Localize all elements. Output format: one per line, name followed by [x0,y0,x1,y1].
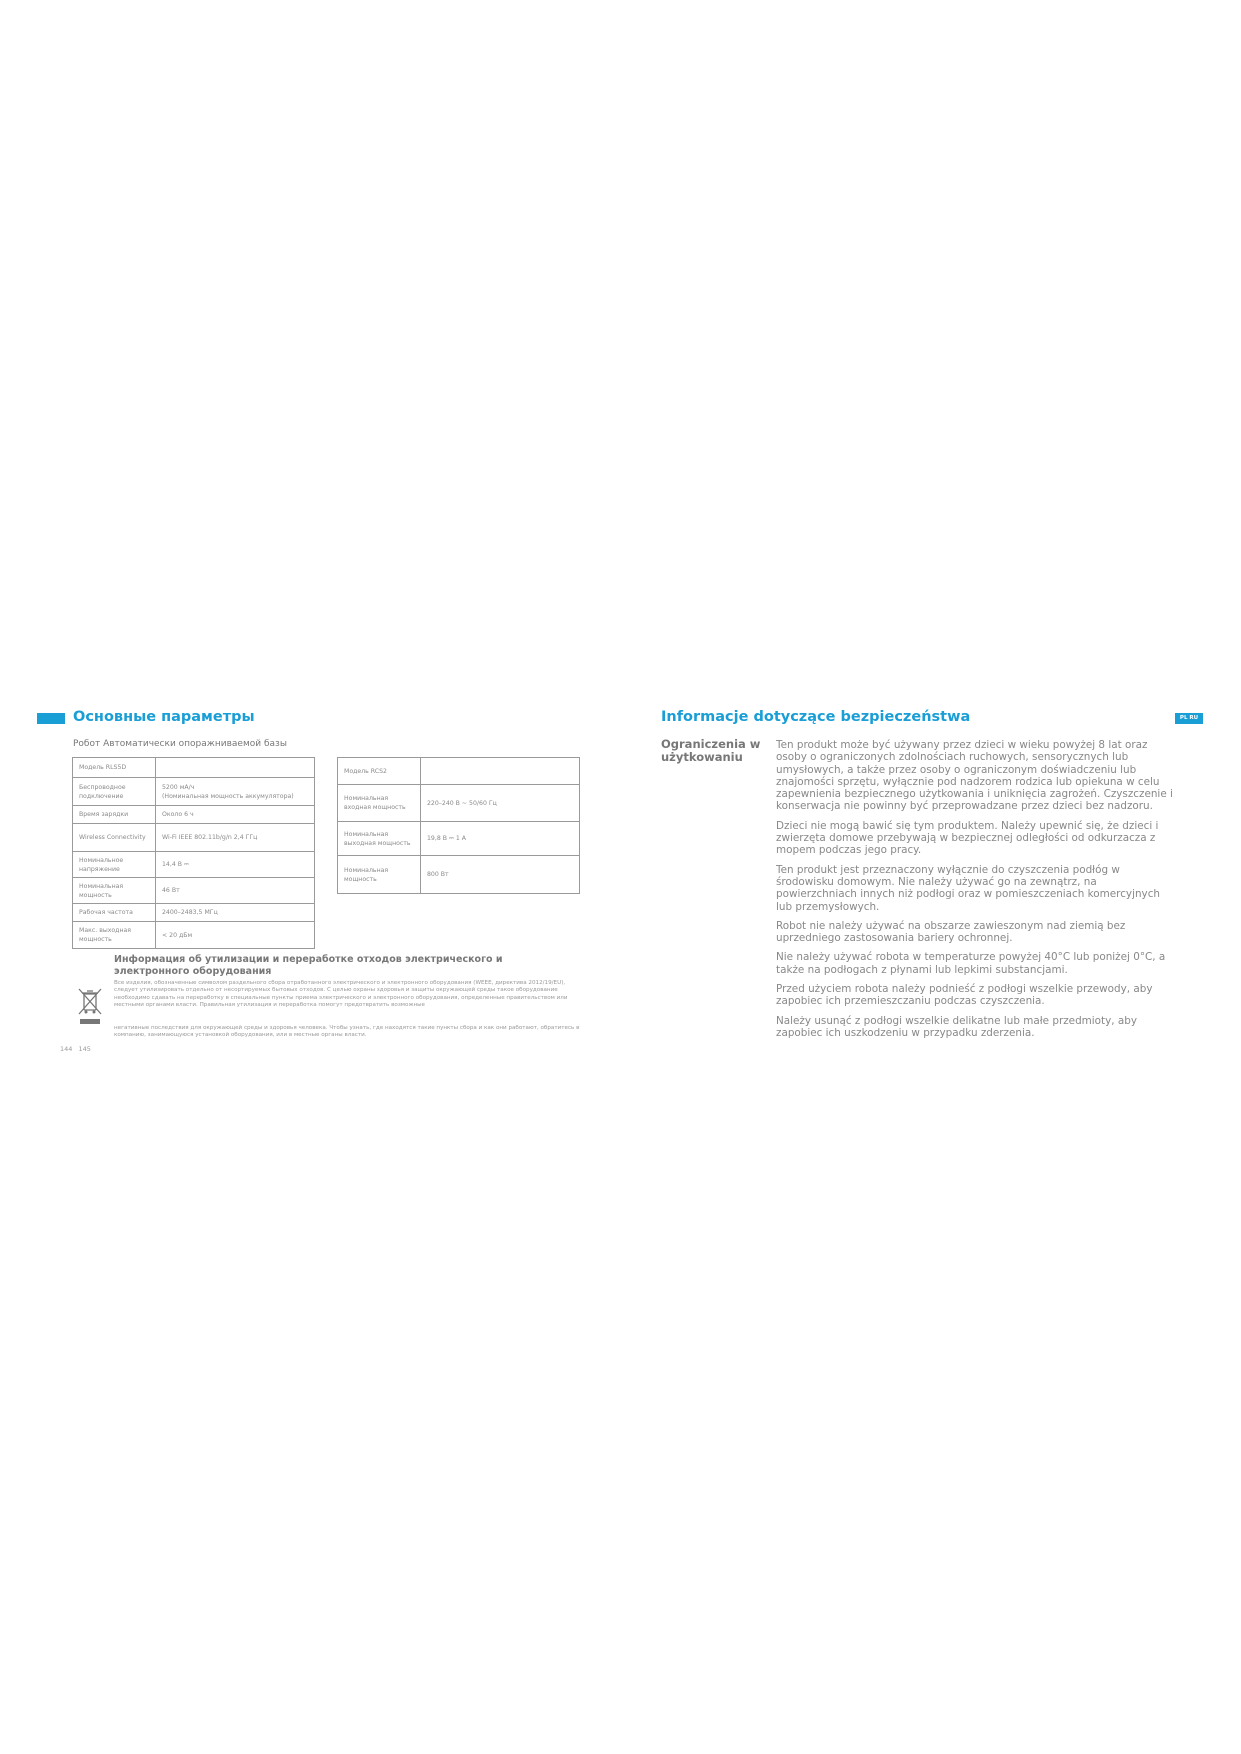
spec-key: Модель RLS5D [73,758,156,778]
section-accent-bar [37,713,65,724]
spec-value: 5200 мА/ч (Номинальная мощность аккумулятора) [156,778,315,806]
spec-value: 220–240 В ~ 50/60 Гц [421,785,580,822]
table-row [73,852,315,878]
table-row [338,785,580,822]
table-row [338,856,580,894]
table-row [73,904,315,922]
table-row [73,922,315,949]
table-row [338,822,580,856]
spec-key: Беспроводное подключение [73,778,156,806]
table-row [73,806,315,824]
section-title-safety: Informacje dotyczące bezpieczeństwa [661,709,971,725]
spec-value: 14,4 В ⎓ [156,852,315,878]
spec-key: Номинальная входная мощность [338,785,421,822]
table-row [73,778,315,806]
spec-key: Модель RCS2 [338,758,421,785]
spec-key: Рабочая частота [73,904,156,922]
language-badge: PL RU [1175,713,1203,724]
product-subtitle: Робот Автоматически опоражниваемой базы [73,739,287,749]
safety-paragraph: Ten produkt jest przeznaczony wyłącznie do czyszczenia podłóg w środowisku domowym. Nie należy używać go na zewnątrz, na powierzchniach innych niż podłogi oraz w pomieszczeniach komercyjnych lub przemysłowych. [776,863,1160,913]
spec-value: 19,8 В ⎓ 1 А [421,822,580,856]
weee-heading: Информация об утилизации и переработке отходов электрического и электронного оборудования [114,954,503,977]
safety-paragraphs [776,739,1174,1046]
spec-value: Wi-Fi IEEE 802.11b/g/n 2,4 ГГц [156,824,315,852]
crossed-out-bin-icon [76,985,104,1027]
spec-value: Около 6 ч [156,806,315,824]
spec-key: Номинальная мощность [338,856,421,894]
spec-table-robot [72,757,315,949]
spec-value: 2400–2483,5 МГц [156,904,315,922]
safety-paragraph: Przed użyciem robota należy podnieść z podłogi wszelkie przewody, aby zapobiec ich przemieszczaniu podczas czyszczenia. [776,983,1153,1008]
safety-paragraph: Ten produkt może być używany przez dzieci w wieku powyżej 8 lat oraz osoby o ograniczonych zdolnościach ruchowych, sensorycznych lub umysłowych, a także przez osoby o ograniczonym doświadczeniu lub znajomości sprzętu, wyłącznie pod nadzorem rodzica lub opiekuna w celu zapewnienia bezpiecznego użytkowania i uniknięcia zagrożeń. Czyszczenie i konserwacja nie powinny być przeprowadzane przez dzieci bez nadzoru. [776,739,1173,813]
section-title-parameters: Основные параметры [73,709,255,725]
spec-key: Номинальная мощность [73,878,156,904]
safety-paragraph: Nie należy używać robota w temperaturze powyżej 40°C lub poniżej 0°C, a także na podłogach z płynami lub lepkimi substancjami. [776,951,1166,976]
table-row [73,878,315,904]
spec-value: < 20 дБм [156,922,315,949]
safety-paragraph: Dzieci nie mogą bawić się tym produktem. Należy upewnić się, że dzieci i zwierzęta domowe przebywają w bezpiecznej odległości od odkurzacza z mopem podczas jego pracy. [776,819,1159,857]
usage-restrictions-heading: Ograniczenia w użytkowaniu [661,737,761,764]
spec-key: Номинальная выходная мощность [338,822,421,856]
safety-paragraph: Należy usunąć z podłogi wszelkie delikatne lub małe przedmioty, aby zapobiec ich uszkodzeniu w przypadku zderzenia. [776,1014,1137,1039]
spec-value: 46 Вт [156,878,315,904]
spec-key: Время зарядки [73,806,156,824]
spec-value [156,758,315,778]
table-row [73,824,315,852]
spec-key: Wireless Connectivity [73,824,156,852]
spec-value: 800 Вт [421,856,580,894]
spec-value [421,758,580,785]
table-row [73,758,315,778]
spec-key: Макс. выходная мощность [73,922,156,949]
safety-paragraph: Robot nie należy używać na obszarze zawieszonym nad ziemią bez uprzedniego zastosowania bariery ochronnej. [776,919,1126,945]
page-numbers: 144 145 [60,1045,91,1053]
weee-text: Все изделия, обозначенные символом раздельного сбора отработанного электрического и электронного оборудования (WEEE, директива 2012/19/EU), следует утилизировать отдельно от несортируемых бытовых отходов. С целью охраны здоровья и защиты окружающей среды такое оборудование необходимо сдавать на переработку в специальные пункты приема электрического и электронного оборудования, определенные правительством или местными органами власти. Правильная утилизация и переработка помогут предотвратить возможные [114,980,568,1009]
table-row [338,758,580,785]
weee-text-continued: негативные последствия для окружающей среды и здоровья человека. Чтобы узнать, где находятся такие пункты сбора и как они работают, обратитесь в компанию, занимающуюся установкой оборудования, или в местные органы власти. [114,1025,580,1039]
spec-table-base [337,757,580,894]
spec-key: Номинальное напряжение [73,852,156,878]
